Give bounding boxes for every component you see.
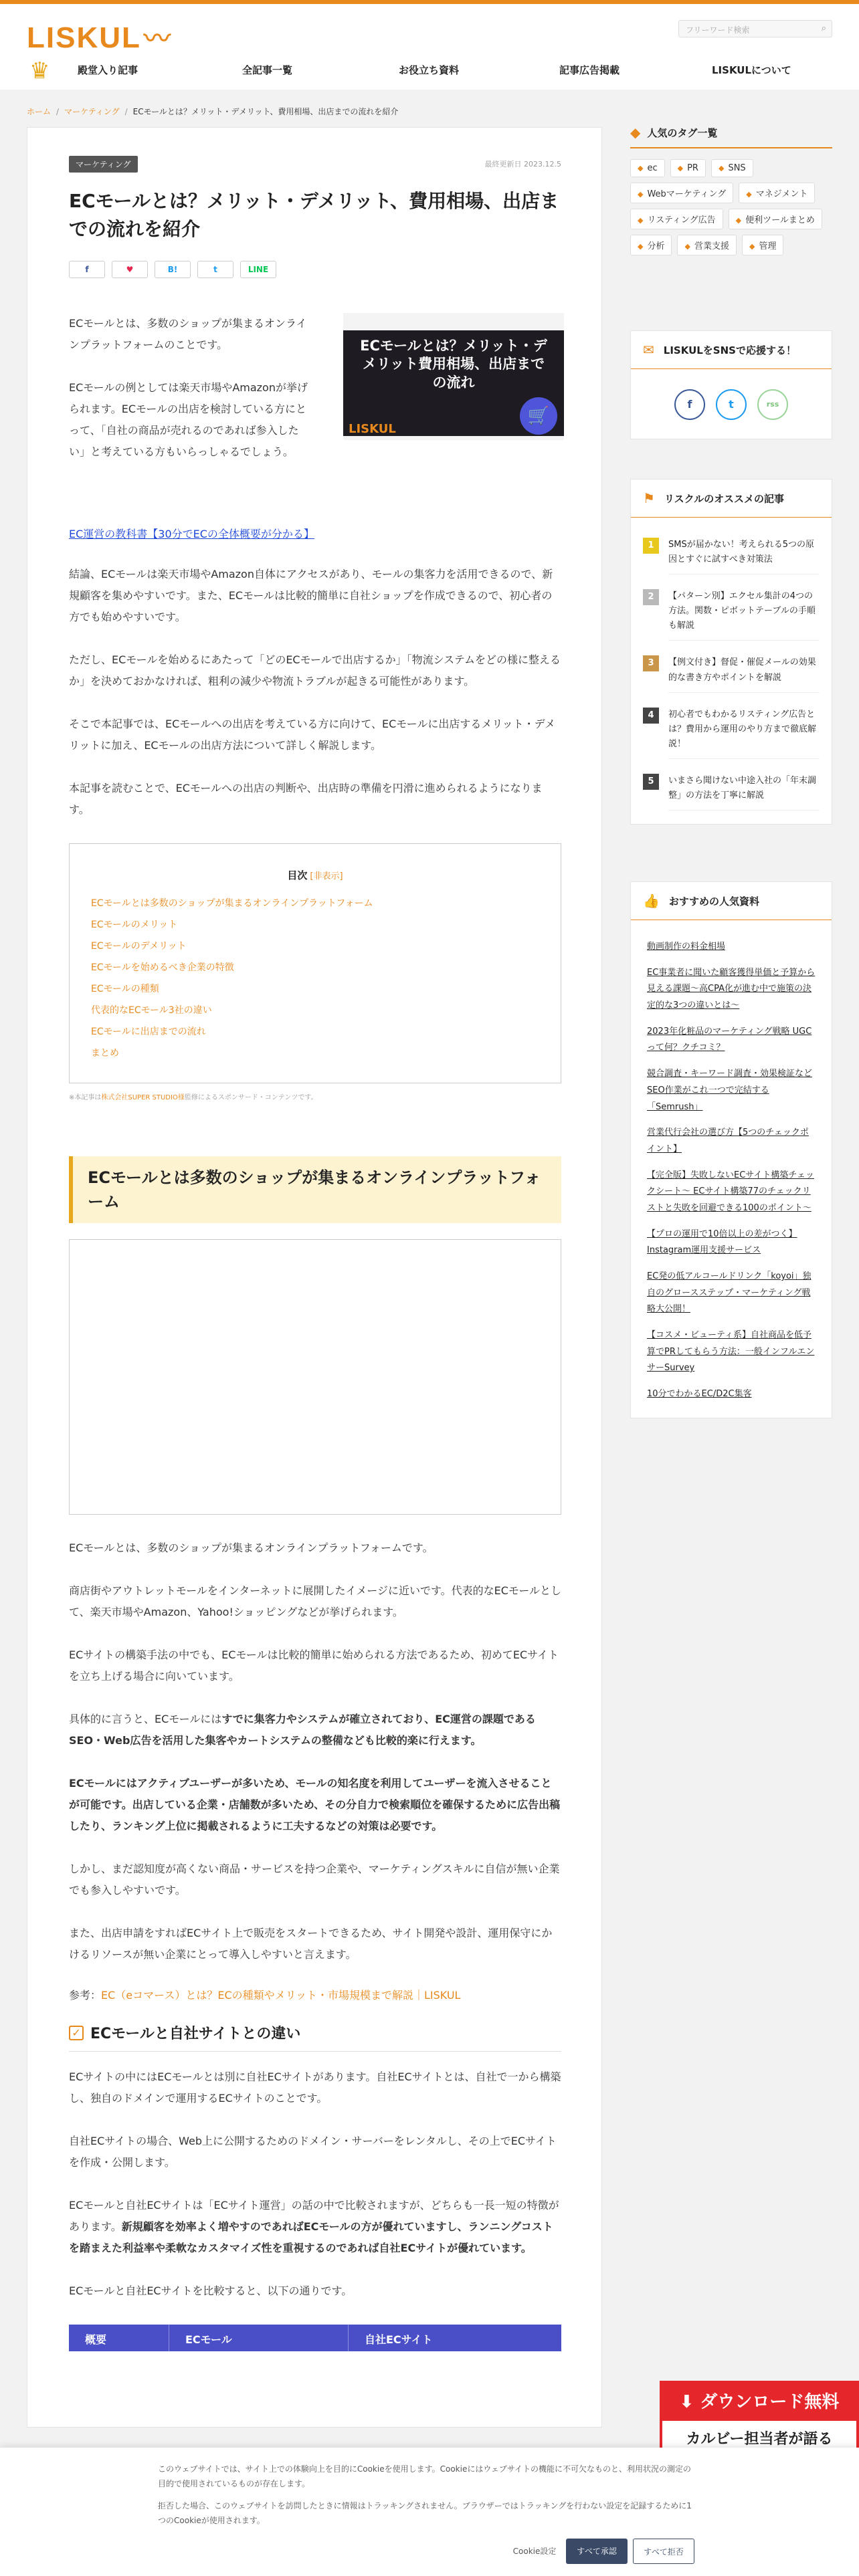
updated-date: 最終更新日 2023.12.5: [484, 160, 561, 169]
subsection-text-1: ECサイトの中にはECモールとは別に自社ECサイトがあります。自社ECサイトとは、自社で一から構築し、独自のドメインで運用するECサイトのことです。: [69, 2070, 561, 2105]
paragraph-4: 本記事を読むことで、ECモールへの出店の判断や、出店時の準備を円滑に進められるようになります。: [69, 782, 543, 816]
eyecatch-logo: LISKUL: [349, 422, 396, 436]
toc-item[interactable]: ECモールの種類: [91, 984, 159, 994]
table-header-cell: 概要: [69, 2325, 169, 2351]
table-header-cell: ECモール: [169, 2325, 349, 2351]
eyecatch-image: [343, 313, 564, 440]
tag-link[interactable]: ◆ SNS: [711, 159, 753, 177]
nav-resources[interactable]: お役立ち資料: [399, 64, 460, 76]
cookie-reject-button[interactable]: すべて拒否: [633, 2539, 694, 2564]
subsection-heading: ✓ ECモールと自社サイトとの違い: [69, 2022, 561, 2052]
rss-icon[interactable]: rss: [757, 389, 788, 420]
toc-item[interactable]: ECモールのメリット: [91, 920, 178, 930]
site-logo[interactable]: LISKUL 〰: [27, 21, 172, 54]
section-text-5: ECモールにはアクティブユーザーが多いため、モールの知名度を利用してユーザーを流入させることが可能です。出店している企業・店舗数が多いため、その分自力で検索順位を確保するために広告出稿したり、ランキング上位に掲載されるように工夫するなどの対策は必要です。: [69, 1777, 561, 1832]
tag-link[interactable]: ◆ Webマーケティング: [630, 183, 733, 203]
tag-link[interactable]: ◆ 管理: [742, 235, 783, 255]
main-nav: [0, 58, 859, 84]
recommended-item[interactable]: 4 初心者でもわかるリスティング広告とは？費用から運用のやり方まで徹底解説！: [643, 708, 820, 759]
sidebar-recommended: [630, 479, 832, 825]
toc-title: 目次 [非表示]: [287, 869, 343, 881]
video-embed[interactable]: [69, 1239, 561, 1515]
facebook-icon[interactable]: f: [674, 389, 705, 420]
pocket-share-button[interactable]: ♥: [112, 261, 148, 278]
article-container: [27, 127, 602, 2428]
tag-link[interactable]: ◆ リスティング広告: [630, 209, 723, 229]
subsection-text-2: 自社ECサイトの場合、Web上に公開するためのドメイン・サーバーをレンタルし、その上でECサイトを作成・公開します。: [69, 2135, 557, 2169]
cookie-text: このウェブサイトでは、サイト上での体験向上を目的にCookieを使用します。Cookieにはウェブサイトの機能に不可欠なものと、利用状況の測定の目的で使用されているものが存在します。 拒否した場合、このウェブサイトを訪問したときに情報はトラッキングされません。ブラウザーではトラッキングを行わない設定を記録するために1つのCookieが使用されます。: [158, 2464, 692, 2525]
cookie-consent-banner: [0, 2448, 859, 2576]
sponsor-link[interactable]: 株式会社SUPER STUDIO様: [101, 1094, 185, 1101]
toc-item[interactable]: まとめ: [91, 1048, 119, 1059]
category-badge[interactable]: マーケティング: [69, 156, 138, 173]
sidebar-tags: [630, 124, 832, 255]
mail-icon: ✉: [643, 342, 654, 358]
flag-icon: ⚑: [643, 490, 655, 506]
intro-text-2: ECモールの例としては楽天市場やAmazonが挙げられます。ECモールの出店を検討している方にとって、「自社の商品が売れるのであれば参入したい」と考えている方もいらっしゃるでしょう。: [69, 381, 308, 458]
toc-item[interactable]: 代表的なECモール3社の違い: [91, 1005, 212, 1016]
resource-link[interactable]: 動画制作の料金相場: [647, 942, 726, 952]
sns-follow-buttons: [631, 369, 832, 439]
breadcrumb-home[interactable]: ホーム: [27, 107, 52, 116]
tag-link[interactable]: ◆ ec: [630, 159, 665, 177]
intro-text-1: ECモールとは、多数のショップが集まるオンラインプラットフォームのことです。: [69, 317, 307, 351]
breadcrumb-current: ECモールとは？メリット・デメリット、費用相場、出店までの流れを紹介: [132, 107, 399, 116]
resource-link[interactable]: 競合調査・キーワード調査・効果検証などSEO作業がこれ一つで完結する「Semrush」: [647, 1069, 813, 1112]
article-body: [69, 156, 561, 2351]
tag-link[interactable]: ◆ 営業支援: [677, 235, 736, 255]
recommended-title: ⚑ リスクルのオススメの記事: [631, 479, 832, 518]
resource-link[interactable]: 【コスメ・ビューティ系】自社商品を低予算でPRしてもらう方法：一般インフルエンサーSurvey: [647, 1330, 815, 1374]
page-title: ECモールとは？メリット・デメリット、費用相場、出店までの流れを紹介: [69, 190, 559, 240]
section-heading: ECモールとは多数のショップが集まるオンラインプラットフォーム: [69, 1156, 561, 1223]
cookie-settings-button[interactable]: Cookie設定: [512, 2547, 557, 2556]
thumbs-up-icon: 👍: [643, 893, 660, 909]
line-share-button[interactable]: LINE: [240, 261, 276, 278]
section-text-7: また、出店申請をすればECサイト上で販売をスタートできるため、サイト開発や設計、運用保守にかけるリソースが無い企業にとって導入しやすいと言えます。: [69, 1927, 553, 1961]
toc-item[interactable]: ECモールを始めるべき企業の特徴: [91, 962, 234, 973]
share-buttons: [69, 261, 561, 278]
tag-link[interactable]: ◆ マネジメント: [739, 183, 815, 203]
resource-link[interactable]: 2023年化粧品のマーケティング戦略 UGCって何？クチコミ？: [647, 1026, 812, 1053]
crown-icon: ♛: [29, 58, 50, 84]
paragraph-1: 結論、ECモールは楽天市場やAmazon自体にアクセスがあり、モールの集客力を活用できるので、新規顧客を集めやすいです。また、ECモールは比較的簡単に自社ショップを作成できるので、初心者の方でも始めやすいです。: [69, 568, 553, 623]
twitter-share-button[interactable]: t: [197, 261, 233, 278]
nav-about[interactable]: LISKULについて: [712, 64, 791, 76]
reference: 参考：EC（eコマース）とは？ECの種類やメリット・市場規模まで解説｜LISKUL: [69, 1989, 461, 2002]
download-banner-title: ⬇ ダウンロード無料: [662, 2383, 856, 2421]
resources-title: 👍 おすすめの人気資料: [631, 882, 832, 920]
cookie-accept-button[interactable]: すべて承認: [566, 2539, 628, 2564]
section-text-4: 具体的に言うと、ECモールにはすでに集客力やシステムが確立されており、EC運営の課題であるSEO・Web広告を活用した集客やカートシステムの整備なども比較的楽に行えます。: [69, 1713, 536, 1747]
nav-all-articles[interactable]: 全記事一覧: [242, 64, 293, 76]
site-header: [0, 4, 859, 90]
section-text-6: しかし、まだ認知度が高くない商品・サービスを持つ企業や、マーケティングスキルに自信が無い企業でも参入しやすいです。: [69, 1862, 560, 1897]
toc-item[interactable]: ECモールに出店までの流れ: [91, 1027, 206, 1037]
table-of-contents: [69, 843, 561, 1083]
nav-ad-listing[interactable]: 記事広告掲載: [559, 64, 620, 76]
logo-wave-icon: 〰: [143, 24, 172, 53]
cart-icon: 🛒: [520, 397, 557, 435]
ec-textbook-link[interactable]: EC運営の教科書【30分でECの全体概要が分かる】: [69, 528, 314, 540]
resource-link[interactable]: 10分でわかるEC/D2C集客: [647, 1389, 752, 1400]
table-header-cell: 自社ECサイト: [365, 2333, 433, 2346]
section-text-1: ECモールとは、多数のショップが集まるオンラインプラットフォームです。: [69, 1541, 434, 1554]
facebook-share-button[interactable]: f: [69, 261, 105, 278]
download-icon: ⬇: [679, 2392, 700, 2412]
resource-link[interactable]: 【完全版】失敗しないECサイト構築チェックシート〜 ECサイト構築77のチェックリストと失敗を回避できる100のポイント〜: [647, 1170, 814, 1213]
hatena-share-button[interactable]: B!: [155, 261, 191, 278]
resource-link[interactable]: EC事業者に聞いた顧客獲得単価と予算から見える課題〜高CPA化が進む中で施策の決定的な3つの違いとは〜: [647, 967, 816, 1011]
sidebar-sns: [630, 330, 832, 439]
subsection-text-3: ECモールと自社ECサイトは「ECサイト運営」の話の中で比較されますが、どちらも一長一短の特徴があります。新規顧客を効率よく増やすのであればECモールの方が優れていますし、ランニングコストを踏まえた利益率や柔軟なカスタマイズ性を重視するのであれば自社ECサイトが優れています。: [69, 2199, 559, 2254]
subsection-text-4: ECモールと自社ECサイトを比較すると、以下の通りです。: [69, 2284, 353, 2297]
recommended-list: [631, 518, 832, 824]
recommended-item[interactable]: 2 【パターン別】エクセル集計の4つの方法。関数・ピボットテーブルの手順も解説: [643, 589, 820, 641]
sidebar-resources: [630, 881, 832, 1418]
nav-hall-of-fame[interactable]: 殿堂入り記事: [78, 64, 138, 76]
download-banner-subtitle: カルビー担当者が語る: [686, 2431, 833, 2448]
eyecatch-title: ECモールとは？メリット・デメリット費用相場、出店までの流れ: [360, 338, 547, 391]
comparison-table-header: [69, 2325, 561, 2351]
twitter-icon[interactable]: t: [716, 389, 747, 420]
paragraph-2: ただし、ECモールを始めるにあたって「どのECモールで出店するか」「物流システムをどの様に整えるか」を決めておかなければ、粗利の減少や物流トラブルが起きる可能性があります。: [69, 653, 561, 687]
check-icon: ✓: [69, 2026, 84, 2040]
reference-link[interactable]: EC（eコマース）とは？ECの種類やメリット・市場規模まで解説｜LISKUL: [101, 1989, 461, 2002]
recommended-item[interactable]: 3 【例文付き】督促・催促メールの効果的な書き方やポイントを解説: [643, 655, 820, 692]
resource-link[interactable]: 【プロの運用で10倍以上の差がつく】Instagram運用支援サービス: [647, 1228, 797, 1256]
paragraph-3: そこで本記事では、ECモールへの出店を考えている方に向けて、ECモールに出店するメリット・デメリットに加え、ECモールの出店方法について詳しく解説します。: [69, 718, 556, 752]
sponsor-note: ※本記事は株式会社SUPER STUDIO様監修によるスポンサード・コンテンツです。: [69, 1094, 318, 1101]
toc-item[interactable]: ECモールのデメリット: [91, 941, 187, 952]
recommended-item[interactable]: 5 いまさら聞けない中途入社の「年末調整」の方法を丁寧に解説: [643, 774, 820, 811]
tag-icon: ◆: [630, 124, 641, 140]
tag-link[interactable]: ◆ PR: [670, 159, 706, 177]
sns-title: ✉ LISKULをSNSで応援する！: [631, 331, 832, 369]
resource-link[interactable]: 営業代行会社の選び方【5つのチェックポイント】: [647, 1128, 809, 1154]
toc-item[interactable]: ECモールとは多数のショップが集まるオンラインプラットフォーム: [91, 898, 373, 909]
recommended-item[interactable]: 1 SMSが届かない！考えられる5つの原因とすぐに試すべき対策法: [643, 538, 820, 574]
resource-list: [631, 920, 832, 1418]
breadcrumb: ホーム / マーケティング / ECモールとは？メリット・デメリット、費用相場、出店までの流れを紹介: [27, 107, 399, 116]
toc-toggle[interactable]: [非表示]: [310, 871, 343, 881]
section-text-2: 商店街やアウトレットモールをインターネットに展開したイメージに近いです。代表的なECモールとして、楽天市場やAmazon、Yahoo!ショッピングなどが挙げられます。: [69, 1584, 562, 1618]
tag-list: [630, 159, 832, 255]
search-input[interactable]: フリーワード検索 ⌕: [678, 20, 832, 37]
tags-title: ◆ 人気のタグ一覧: [630, 124, 832, 148]
search-icon[interactable]: ⌕: [821, 23, 826, 33]
breadcrumb-category[interactable]: マーケティング: [64, 107, 120, 116]
intro-section: [69, 313, 561, 514]
tag-link[interactable]: ◆ 分析: [630, 235, 672, 255]
resource-link[interactable]: EC発の低アルコールドリンク「koyoi」独自のグロースステップ・マーケティング戦略大公開！: [647, 1271, 812, 1315]
tag-link[interactable]: ◆ 便利ツールまとめ: [729, 209, 822, 229]
section-text-3: ECサイトの構築手法の中でも、ECモールは比較的簡単に始められる方法であるため、初めてECサイトを立ち上げる場合に向いています。: [69, 1648, 559, 1683]
